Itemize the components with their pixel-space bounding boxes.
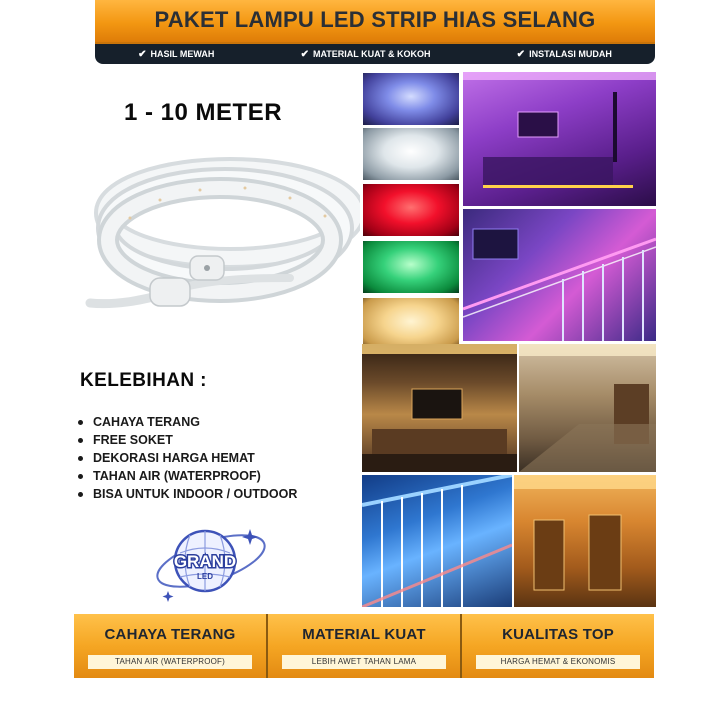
benefits-title: KELEBIHAN :: [80, 370, 207, 391]
green-strip-photo: [362, 240, 460, 294]
feature-item: [301, 49, 431, 60]
feature-label: MATERIAL KUAT & KOKOH: [312, 49, 431, 59]
list-item: [78, 485, 297, 503]
bullet-icon: [78, 456, 83, 461]
benefit-label: BISA UNTUK INDOOR / OUTDOOR: [93, 487, 298, 501]
page-title: PAKET LAMPU LED STRIP HIAS SELANG: [154, 7, 596, 32]
header: [95, 0, 655, 66]
feature-label: HASIL MEWAH: [150, 49, 215, 59]
title-banner: [95, 0, 655, 42]
check-icon: ✔: [138, 48, 147, 60]
list-item: [78, 449, 297, 467]
benefit-label: TAHAN AIR (WATERPROOF): [93, 469, 261, 483]
banner-heading: MATERIAL KUAT: [302, 626, 426, 643]
check-icon: ✔: [516, 48, 526, 60]
living-room-photo: [362, 344, 517, 472]
banner-subtext: LEBIH AWET TAHAN LAMA: [282, 655, 446, 669]
benefit-label: DEKORASI HARGA HEMAT: [93, 451, 255, 465]
feature-label: INSTALASI MUDAH: [529, 49, 612, 59]
hallway-photo: [519, 344, 656, 472]
led-hose-image: [70, 128, 360, 333]
benefits-list: [78, 413, 297, 503]
bullet-icon: [78, 438, 83, 443]
list-item: [78, 467, 297, 485]
banner-column: [74, 614, 266, 678]
banner-heading: KUALITAS TOP: [502, 626, 614, 643]
red-strip-photo: [362, 183, 460, 237]
logo-brand: GRAND: [173, 552, 237, 571]
length-label: 1 - 10 METER: [124, 99, 283, 126]
logo-sub: LED: [197, 572, 213, 581]
warm-strip-photo: [362, 297, 460, 351]
orange-hallway-photo: [514, 475, 656, 607]
banner-subtext: HARGA HEMAT & EKONOMIS: [476, 655, 640, 669]
white-strip-photo: [362, 127, 460, 181]
bullet-icon: [78, 492, 83, 497]
bullet-icon: [78, 420, 83, 425]
banner-column: [460, 614, 654, 678]
purple-room-photo: [463, 72, 656, 206]
banner-heading: CAHAYA TERANG: [104, 626, 236, 643]
blue-strip-photo: [362, 72, 460, 126]
blue-staircase-photo: [362, 475, 512, 607]
bullet-icon: [78, 474, 83, 479]
banner-subtext: TAHAN AIR (WATERPROOF): [88, 655, 252, 669]
feature-item: [138, 49, 214, 60]
check-icon: ✔: [300, 48, 309, 60]
feature-item: [517, 49, 612, 60]
feature-bar: [95, 44, 655, 64]
list-item: [78, 431, 297, 449]
list-item: [78, 413, 297, 431]
banner-column: [266, 614, 460, 678]
benefit-label: CAHAYA TERANG: [93, 415, 200, 429]
stair-railing-photo: [463, 209, 656, 341]
grand-led-logo: [150, 515, 272, 607]
photo-collage: [362, 72, 656, 607]
bottom-banner: [74, 614, 654, 678]
benefit-label: FREE SOKET: [93, 433, 173, 447]
